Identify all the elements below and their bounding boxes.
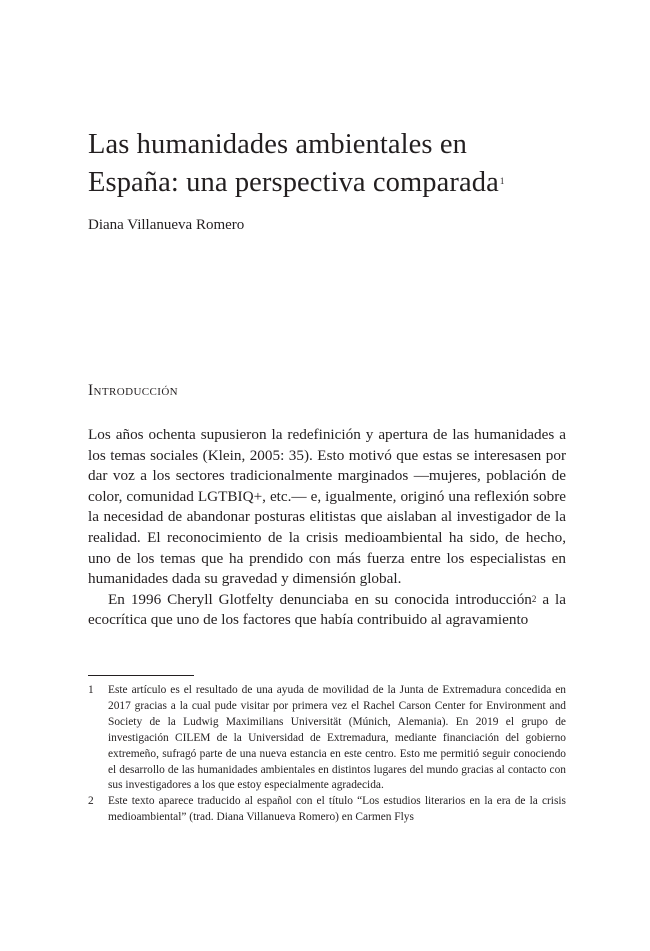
footnote-text: Este texto aparece traducido al español con el título “Los estudios literarios en la era de la crisis medioambiental” (trad. Diana Villanueva Romero) en Carmen Flys: [108, 795, 566, 824]
chapter-title: [88, 126, 568, 202]
paragraph: Los años ochenta supusieron la redefinición y apertura de las humanidades a los temas sociales (Klein, 2005: 35). Esto motivó que estas se interesasen por dar voz a los sectores tradicionalmente marginados —mujeres, población de color, comunidad LGTBIQ+, etc.— e, igualmente, originó una reflexión sobre la necesidad de abandonar posturas elitistas que aislaban al investigador de la realidad. El reconocimiento de la crisis medioambiental ha sido, de hecho, uno de los temas que ha prendido con más fuerza entre los especialistas en humanidades dada su gravedad y dimensión global.: [88, 426, 566, 588]
paragraph-text: En 1996 Cheryll Glotfelty denunciaba en su conocida introducción: [108, 590, 532, 608]
footnote-separator: [88, 675, 194, 676]
body-text: [88, 425, 566, 631]
paragraph-text: a la ecocrítica que uno de los factores que había contribuido al agravamiento: [88, 590, 567, 629]
footnote: [88, 794, 566, 826]
footnote-number: 1: [88, 684, 94, 696]
paragraph: [88, 590, 566, 631]
footnote: [88, 683, 566, 794]
section-heading: Introducción: [88, 382, 179, 399]
author-name: Diana Villanueva Romero: [88, 217, 245, 233]
chapter-title-line-2: España: una perspectiva comparada: [88, 167, 499, 198]
footnotes: [88, 683, 566, 826]
footnote-text: Este artículo es el resultado de una ayuda de movilidad de la Junta de Extremadura concedida en 2017 gracias a la cual pude visitar por primera vez el Rachel Carson Center for Environment and Society de la Ludwig Maximilians Universität (Múnich, Alemania). En 2019 el grupo de investigación CILEM de la Universidad de Extremadura, mediante financiación del gobierno extremeño, sufragó parte de una nueva estancia en este centro. Esto me permitió seguir conociendo el desarrollo de las humanidades ambientales en distintos lugares del mundo gracias al contacto con sus investigadores a los que estoy especialmente agradecida.: [108, 684, 566, 792]
footnote-number: 2: [88, 795, 94, 808]
chapter-title-line-1: Las humanidades ambientales en: [88, 129, 467, 160]
footnote-reference[interactable]: 1: [499, 176, 505, 186]
footnote-reference[interactable]: 2: [531, 593, 537, 604]
